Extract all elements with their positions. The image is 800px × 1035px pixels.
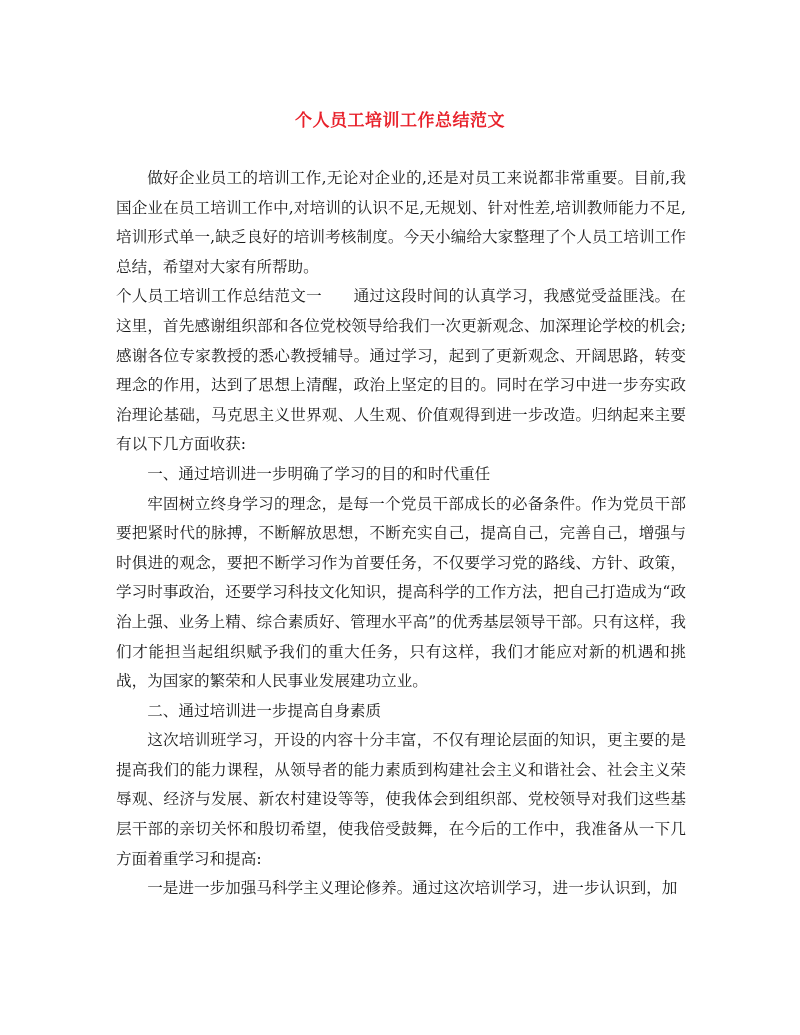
paragraph-intro: 做好企业员工的培训工作,无论对企业的,还是对员工来说都非常重要。目前,我国企业在员工培训工作中,对培训的认识不足,无规划、针对性差,培训教师能力不足,培训形式单一,缺乏良好的培训考核制度。今天小编给大家整理了个人员工培训工作总结，希望对大家有所帮助。 [116,169,686,276]
paragraph-training-content: 这次培训班学习，开设的内容十分丰富，不仅有理论层面的知识，更主要的是提高我们的能力课程，从领导者的能力素质到构建社会主义和谐社会、社会主义荣辱观、经济与发展、新农村建设等等，使我体会到组织部、党校领导对我们这些基层干部的亲切关怀和殷切希望，使我倍受鼓舞，在今后的工作中，我准备从一下几方面着重学习和提高: [116,731,686,868]
paragraph-sample-one: 个人员工培训工作总结范文一 通过这段时间的认真学习，我感觉受益匪浅。在这里，首先感谢组织部和各位党校领导给我们一次更新观念、加深理论学校的机会;感谢各位专家教授的悉心教授辅导。通过学习，起到了更新观念、开阔思路，转变理念的作用，达到了思想上清醒，政治上坚定的目的。同时在学习中进一步夯实政治理论基础，马克思主义世界观、人生观、价值观得到进一步改造。归纳起来主要有以下几方面收获: [116,287,686,454]
section-heading-two: 二、通过培训进一步提高自身素质 [147,701,382,720]
document-body [116,164,686,904]
document-title: 个人员工培训工作总结范文 [295,111,505,131]
paragraph-theory: 一是进一步加强马科学主义理论修养。通过这次培训学习，进一步认识到，加 [147,879,678,898]
section-heading-one: 一、通过培训进一步明确了学习的目的和时代重任 [147,464,491,483]
paragraph-lifelong-learning: 牢固树立终身学习的理念，是每一个党员干部成长的必备条件。作为党员干部要把紧时代的脉搏，不断解放思想，不断充实自己，提高自己，完善自己，增强与时俱进的观念，要把不断学习作为首要任务，不仅要学习党的路线、方针、政策，学习时事政治，还要学习科技文化知识，提高科学的工作方法，把自己打造成为“政治上强、业务上精、综合素质好、管理水平高”的优秀基层领导干部。只有这样，我们才能担当起组织赋予我们的重大任务，只有这样，我们才能应对新的机遇和挑战，为国家的繁荣和人民事业发展建功立业。 [116,494,686,691]
